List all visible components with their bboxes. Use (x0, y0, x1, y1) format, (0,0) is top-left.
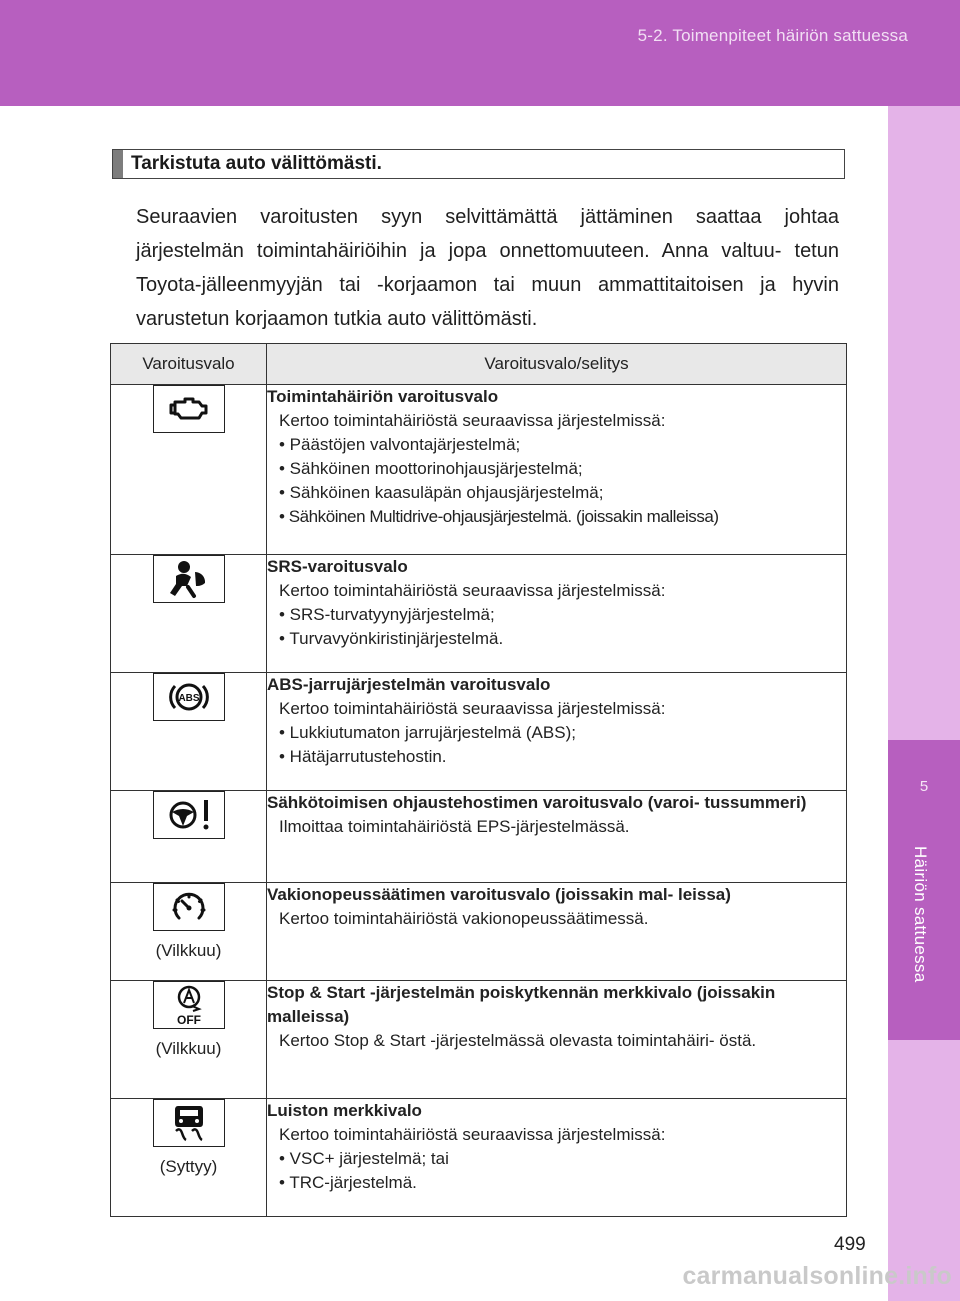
explanation-line: Kertoo toimintahäiriöstä seuraavissa järjestelmissä: (279, 699, 666, 718)
explanation-line: Kertoo toimintahäiriöstä vakionopeussäätimessä. (279, 909, 649, 928)
explanation-line: • TRC-järjestelmä. (279, 1173, 417, 1192)
breadcrumb: 5-2. Toimenpiteet häiriön sattuessa (637, 26, 908, 45)
icon-cell (111, 883, 267, 981)
explanation-cell (267, 555, 847, 673)
explanation-cell (267, 883, 847, 981)
table-row (111, 981, 847, 1099)
explanation-line: Kertoo toimintahäiriöstä seuraavissa järjestelmissä: (279, 1125, 666, 1144)
off-icon-text: OFF (176, 1013, 201, 1027)
light-title: SRS-varoitusvalo (267, 557, 408, 576)
abs-icon (153, 673, 225, 721)
table-row (111, 1099, 847, 1217)
icon-note: (Vilkkuu) (155, 941, 222, 960)
explanation-cell (267, 673, 847, 791)
section-heading (112, 149, 845, 179)
chapter-number: 5 (919, 778, 929, 795)
icon-cell (111, 1099, 267, 1217)
page-number: 499 (834, 1234, 866, 1255)
table-row (111, 555, 847, 673)
explanation-line: Ilmoittaa toimintahäiriöstä EPS-järjestelmässä. (279, 817, 630, 836)
icon-cell (111, 981, 267, 1099)
explanation-line: • Hätäjarrutustehostin. (279, 747, 447, 766)
light-title: ABS-jarrujärjestelmän varoitusvalo (267, 675, 551, 694)
column-header-explanation: Varoitusvalo/selitys (267, 344, 847, 385)
section-heading-text: Tarkistuta auto välittömästi. (131, 153, 382, 174)
cruise-control-icon (153, 883, 225, 931)
table-header-row (111, 344, 847, 385)
column-header-light: Varoitusvalo (111, 344, 267, 385)
explanation-line: • SRS-turvatyynyjärjestelmä; (279, 605, 495, 624)
table-row (111, 673, 847, 791)
slip-indicator-icon (153, 1099, 225, 1147)
light-title: Vakionopeussäätimen varoitusvalo (joissakin mal- leissa) (267, 885, 731, 904)
abs-icon-text: ABS (177, 693, 200, 704)
light-title: Stop & Start -järjestelmän poiskytkennän merkkivalo (joissakin malleissa) (267, 983, 776, 1026)
chapter-title: Häiriön sattuessa (911, 846, 930, 983)
chapter-side-tab (888, 106, 960, 1301)
intro-paragraph: Seuraavien varoitusten syyn selvittämättä jättäminen saattaa johtaa järjestelmän toimintahäiriöihin ja jopa onnettomuuteen. Anna valtuu- tetun Toyota-jälleenmyyjän tai -korjaamon tai muun ammattitaitoisen ja hyvin varustetun korjaamon tutkia auto välittömästi. (136, 206, 839, 330)
explanation-line: • Sähköinen moottorinohjausjärjestelmä; (279, 459, 583, 478)
warning-light-table (110, 343, 847, 1217)
icon-cell (111, 385, 267, 555)
srs-airbag-icon (153, 555, 225, 603)
explanation-line: Kertoo Stop & Start -järjestelmässä olevasta toimintahäiri- östä. (279, 1031, 757, 1050)
icon-cell (111, 555, 267, 673)
explanation-line: • VSC+ järjestelmä; tai (279, 1149, 449, 1168)
icon-cell (111, 673, 267, 791)
explanation-line: Kertoo toimintahäiriöstä seuraavissa järjestelmissä: (279, 411, 666, 430)
light-title: Luiston merkkivalo (267, 1101, 422, 1120)
icon-note: (Syttyy) (159, 1157, 218, 1176)
explanation-cell (267, 791, 847, 883)
explanation-cell (267, 1099, 847, 1217)
explanation-line: • Sähköinen kaasuläpän ohjausjärjestelmä; (279, 483, 604, 502)
chapter-tab[interactable] (888, 740, 960, 1040)
table-row (111, 791, 847, 883)
explanation-line: • Lukkiutumaton jarrujärjestelmä (ABS); (279, 723, 576, 742)
heading-marker (113, 150, 123, 178)
stop-start-off-icon (153, 981, 225, 1029)
explanation-cell (267, 981, 847, 1099)
explanation-line: • Sähköinen Multidrive-ohjausjärjestelmä. (joissakin malleissa) (279, 507, 719, 526)
explanation-line: Kertoo toimintahäiriöstä seuraavissa järjestelmissä: (279, 581, 666, 600)
watermark: carmanualsonline.info (682, 1262, 952, 1290)
check-engine-icon (153, 385, 225, 433)
explanation-line: • Päästöjen valvontajärjestelmä; (279, 435, 521, 454)
explanation-line: • Turvavyönkiristinjärjestelmä. (279, 629, 504, 648)
table-row (111, 883, 847, 981)
icon-note: (Vilkkuu) (155, 1039, 222, 1058)
header-band (0, 0, 960, 106)
power-steering-icon (153, 791, 225, 839)
icon-cell (111, 791, 267, 883)
light-title: Toimintahäiriön varoitusvalo (267, 387, 499, 406)
explanation-cell (267, 385, 847, 555)
table-row (111, 385, 847, 555)
light-title: Sähkötoimisen ohjaustehostimen varoitusvalo (varoi- tussummeri) (267, 793, 807, 812)
